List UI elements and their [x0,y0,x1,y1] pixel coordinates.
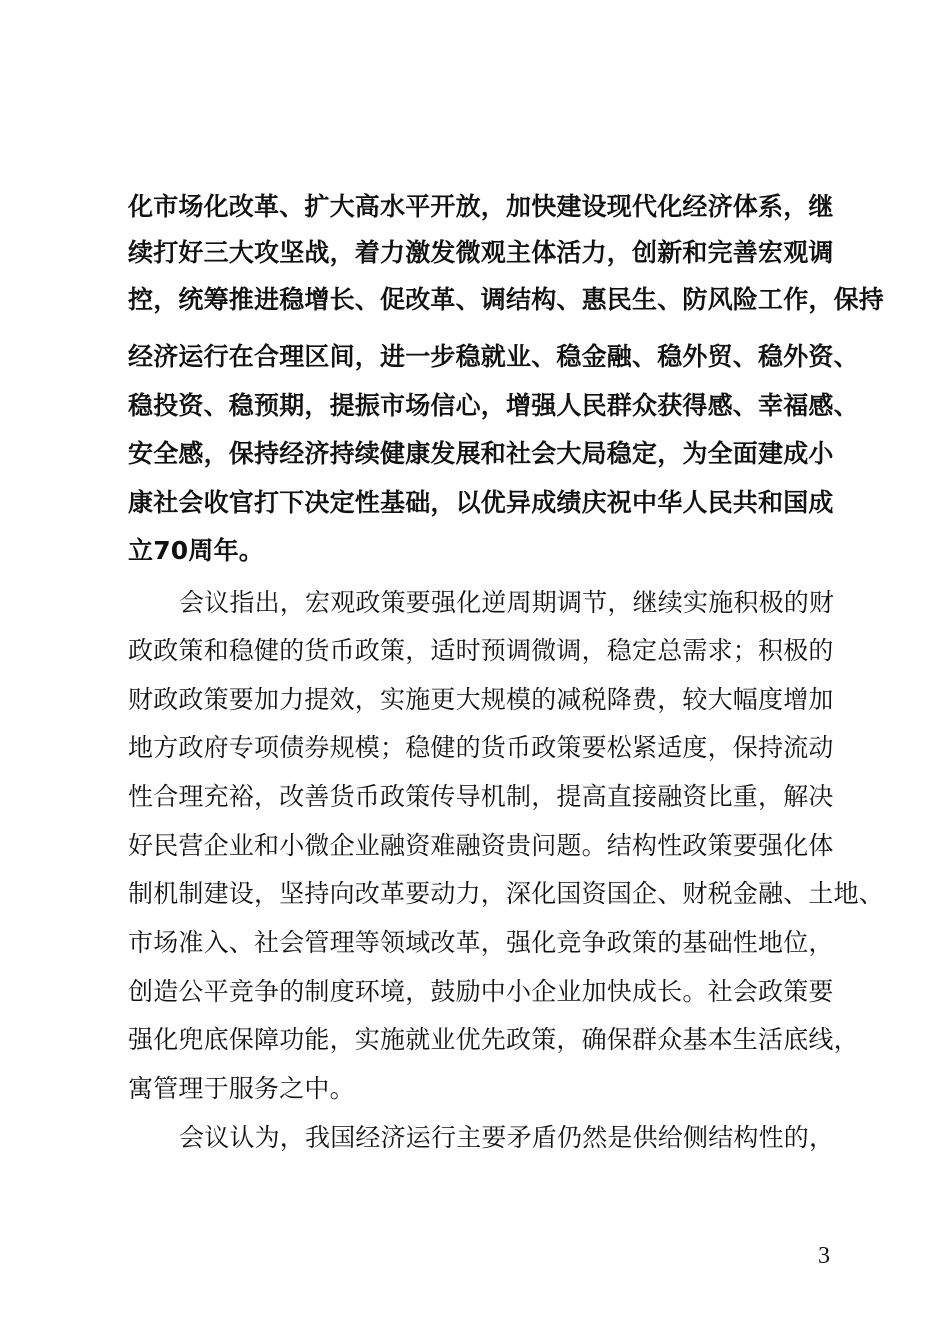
paragraph-first-line: 会议认为，我国经济运行主要矛盾仍然是供给侧结构性的， [179,1123,835,1152]
paragraph-line: 好民营企业和小微企业融资难融资贵问题。结构性政策要强化体 [128,831,834,860]
paragraph-line: 续打好三大攻坚战，着力激发微观主体活力，创新和完善宏观调 [128,238,834,267]
paragraph-line: 强化兜底保障功能，实施就业优先政策，确保群众基本生活底线， [128,1025,859,1054]
paragraph-line: 性合理充裕，改善货币政策传导机制，提高直接融资比重，解决 [128,782,834,811]
page-number: 3 [818,1243,830,1269]
paragraph-line: 化市场化改革、扩大高水平开放，加快建设现代化经济体系，继 [128,192,834,221]
paragraph-line: 康社会收官打下决定性基础，以优异成绩庆祝中华人民共和国成 [128,488,834,517]
paragraph-line: 制机制建设，坚持向改革要动力，深化国资国企、财税金融、土地、 [128,879,885,908]
paragraph-line: 控，统筹推进稳增长、促改革、调结构、惠民生、防风险工作，保持 [128,285,885,314]
paragraph-line: 立70周年。 [128,536,264,565]
paragraph-line: 稳投资、稳预期，提振市场信心，增强人民群众获得感、幸福感、 [128,391,859,420]
paragraph-line: 安全感，保持经济持续健康发展和社会大局稳定，为全面建成小 [128,439,834,468]
paragraph-line: 经济运行在合理区间，进一步稳就业、稳金融、稳外贸、稳外资、 [128,342,859,371]
paragraph-line: 寓管理于服务之中。 [128,1074,355,1103]
paragraph-line: 财政政策要加力提效，实施更大规模的减税降费，较大幅度增加 [128,685,834,714]
paragraph-line: 创造公平竞争的制度环境，鼓励中小企业加快成长。社会政策要 [128,977,834,1006]
paragraph-line: 地方政府专项债券规模；稳健的货币政策要松紧适度，保持流动 [128,733,834,762]
paragraph-first-line: 会议指出，宏观政策要强化逆周期调节，继续实施积极的财 [179,588,835,617]
paragraph-line: 市场准入、社会管理等领域改革，强化竞争政策的基础性地位， [128,928,834,957]
paragraph-line: 政政策和稳健的货币政策，适时预调微调，稳定总需求；积极的 [128,636,834,665]
